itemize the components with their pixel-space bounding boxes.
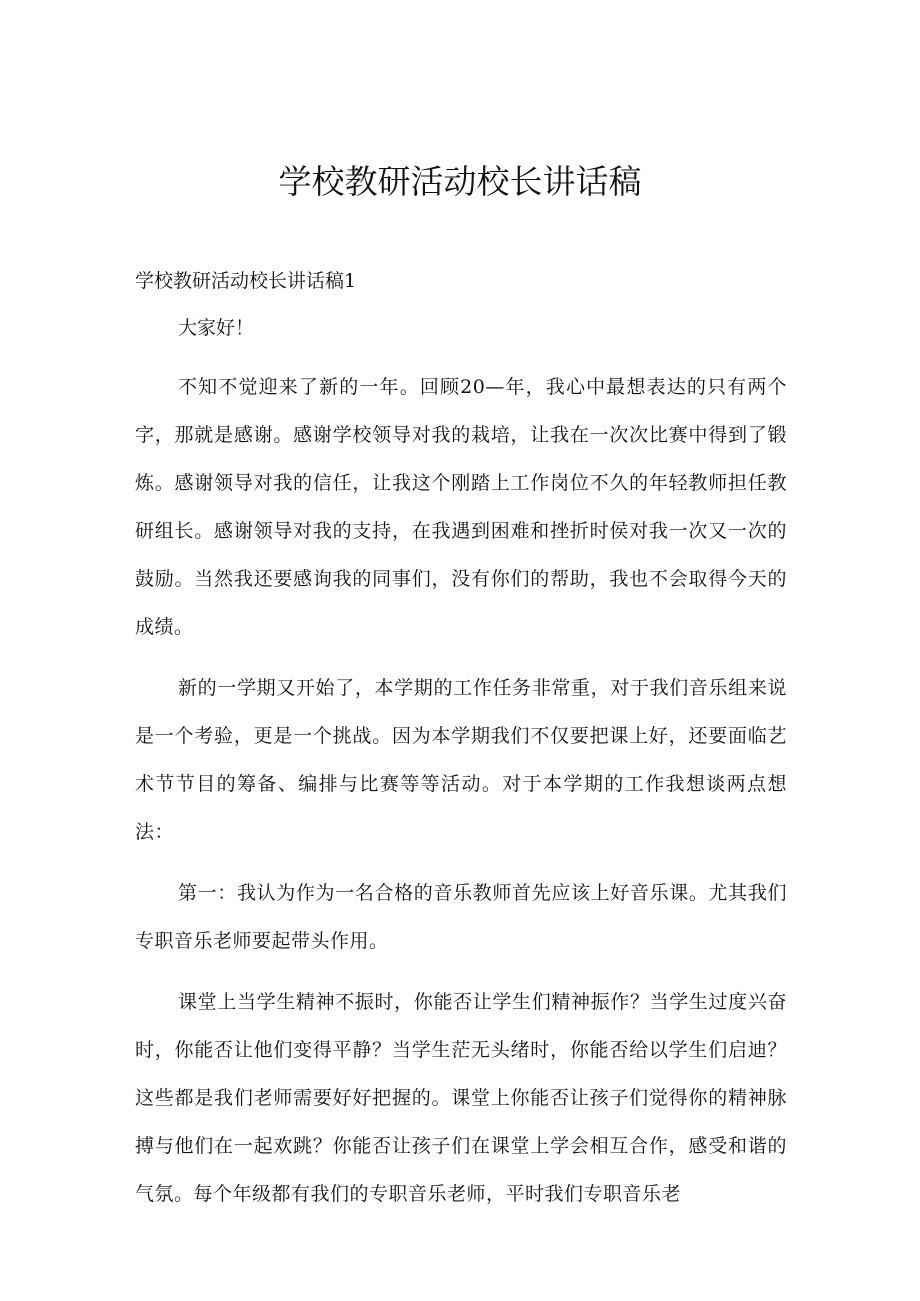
paragraph-thanks: 不知不觉迎来了新的一年。回顾20—年，我心中最想表达的只有两个字，那就是感谢。感谢学校领导对我的栽培，让我在一次次比赛中得到了锻炼。感谢领导对我的信任，让我这个刚踏上工作岗位不久的年轻教师担任教研组长。感谢领导对我的支持，在我遇到困难和挫折时侯对我一次又一次的鼓励。当然我还要感询我的同事们，没有你们的帮助，我也不会取得今天的成绩。 — [135, 376, 787, 638]
paragraph-point-one: 第一：我认为作为一名合格的音乐教师首先应该上好音乐课。尤其我们专职音乐老师要起带头作用。 — [135, 882, 787, 952]
paragraph-new-semester: 新的一学期又开始了，本学期的工作任务非常重，对于我们音乐组来说是一个考验，更是一个挑战。因为本学期我们不仅要把课上好，还要面临艺术节节目的筹备、编排与比赛等等活动。对于本学期的工作我想谈两点想法： — [135, 677, 787, 843]
document-title: 学校教研活动校长讲话稿 — [278, 162, 642, 201]
body-text — [135, 363, 787, 1231]
document-subtitle: 学校教研活动校长讲话稿1 — [135, 270, 357, 292]
greeting-line: 大家好！ — [178, 317, 255, 339]
paragraph-classroom: 课堂上当学生精神不振时，你能否让学生们精神振作？当学生过度兴奋时，你能否让他们变得平静？当学生茫无头绪时，你能否给以学生们启迪？这些都是我们老师需要好好把握的。课堂上你能否让孩子们觉得你的精神脉搏与他们在一起欢跳？你能否让孩子们在课堂上学会相互合作，感受和谐的气氛。每个年级都有我们的专职音乐老师，平时我们专职音乐老 — [135, 991, 787, 1205]
